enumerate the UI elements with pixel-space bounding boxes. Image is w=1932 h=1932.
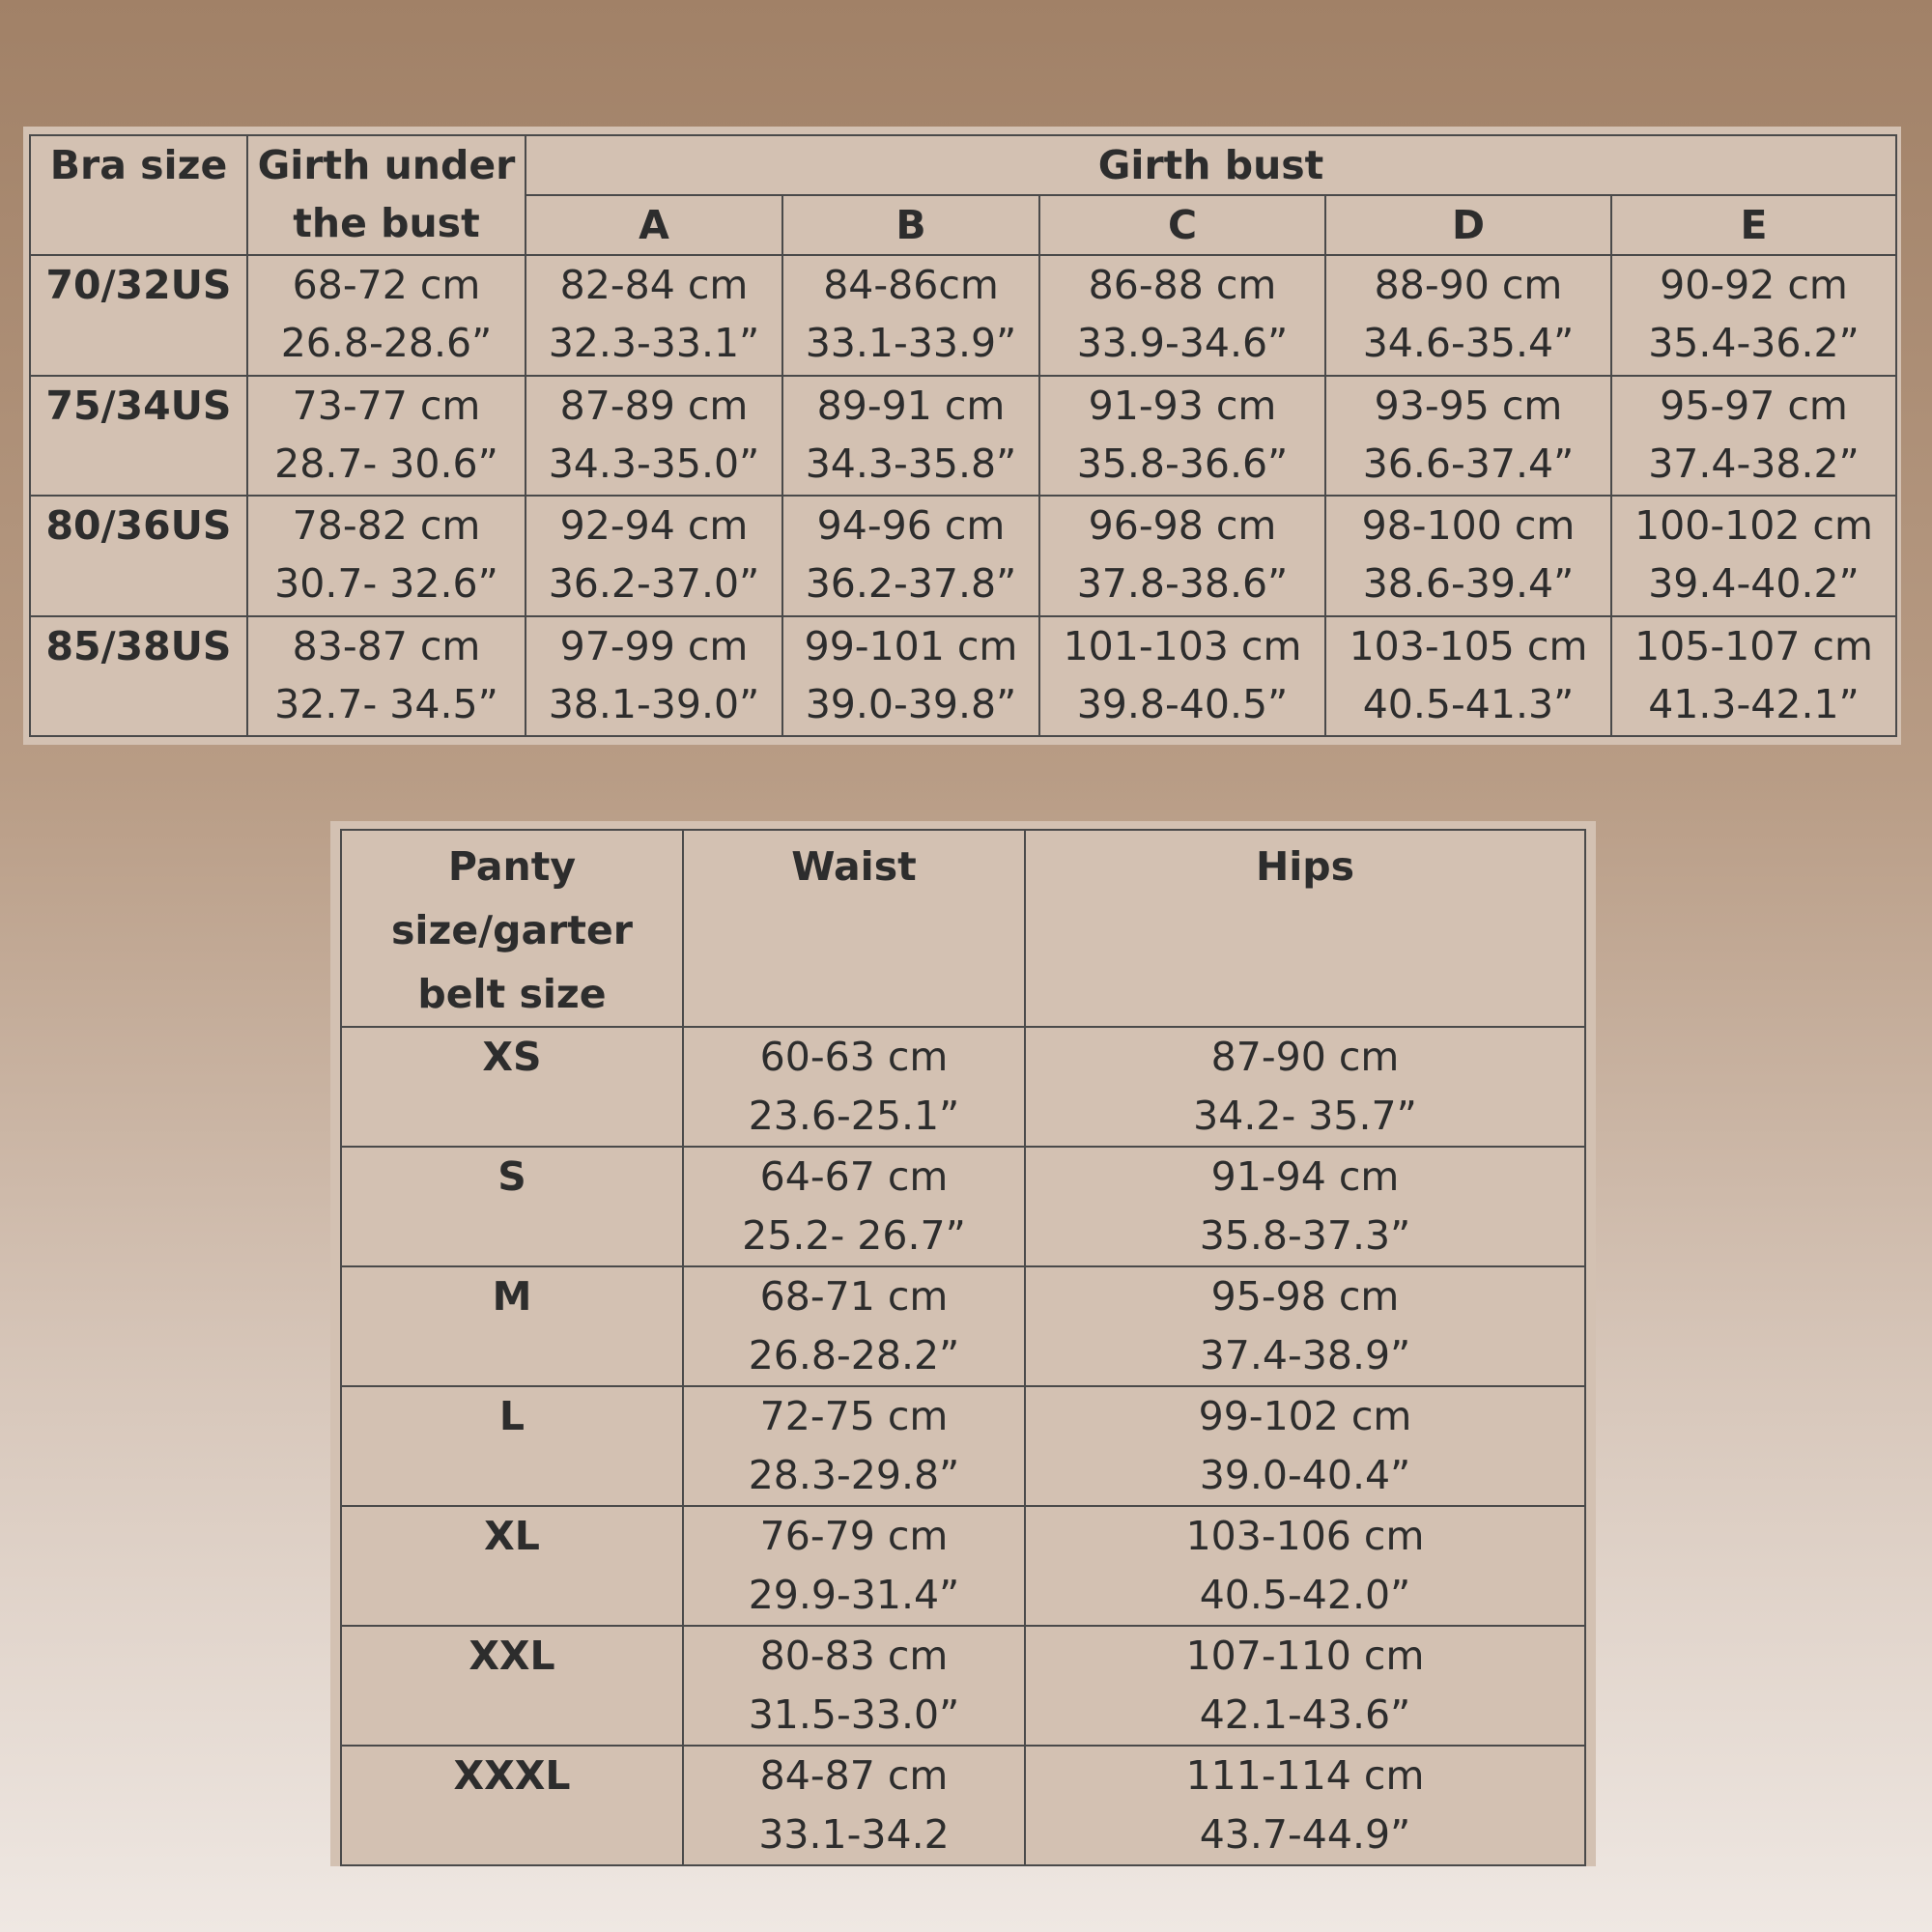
bra-size-header: Bra size: [30, 135, 247, 255]
measurement-inches: 43.7-44.9”: [1199, 1811, 1411, 1858]
waist-cell: [683, 1386, 1025, 1506]
bra-size-cell: [30, 255, 247, 376]
hips-cell: [1025, 1266, 1585, 1386]
measurement-cm: 89-91 cm: [816, 382, 1006, 429]
measurement-cm: 87-90 cm: [1210, 1034, 1400, 1080]
measurement-cm: 97-99 cm: [559, 622, 749, 669]
measurement-inches: 36.2-37.8”: [805, 560, 1017, 607]
measurement-cm: 107-110 cm: [1185, 1633, 1425, 1679]
hips-cell: [1025, 1027, 1585, 1147]
girth-bust-cell: [526, 255, 782, 376]
cup-header-a: [526, 195, 782, 255]
girth-bust-cell: [1325, 496, 1611, 616]
measurement-cm: 64-67 cm: [759, 1153, 949, 1200]
waist-cell: [683, 1027, 1025, 1147]
measurement-cm: 60-63 cm: [759, 1034, 949, 1080]
panty-size-header: Panty size/garter belt size: [341, 830, 683, 1027]
girth-bust-cell: [526, 376, 782, 497]
waist-header: Waist: [683, 830, 1025, 1027]
girth-under-bust-cell: [247, 496, 526, 616]
panty-size-label: M: [492, 1273, 532, 1320]
measurement-inches: 34.3-35.0”: [548, 440, 760, 487]
panty-size-cell: [341, 1266, 683, 1386]
measurement-cm: 90-92 cm: [1660, 262, 1848, 308]
measurement-inches: 30.7- 32.6”: [274, 560, 498, 607]
measurement-cm: 87-89 cm: [559, 382, 749, 429]
panty-size-cell: [341, 1147, 683, 1266]
girth-bust-cell: [1611, 255, 1896, 376]
measurement-cm: 98-100 cm: [1361, 502, 1576, 549]
bra-table-row: [30, 376, 1896, 497]
girth-bust-cell: [782, 496, 1039, 616]
cup-header-c: [1039, 195, 1325, 255]
bra-size-label: 80/36US: [45, 502, 232, 549]
girth-bust-cell: [1325, 255, 1611, 376]
girth-bust-cell: [782, 616, 1039, 737]
waist-cell: [683, 1266, 1025, 1386]
panty-size-cell: [341, 1386, 683, 1506]
girth-bust-cell: [1325, 616, 1611, 737]
measurement-inches: 37.4-38.9”: [1199, 1332, 1411, 1378]
panty-table-row: [341, 1027, 1585, 1147]
hips-cell: [1025, 1386, 1585, 1506]
measurement-inches: 33.1-34.2: [758, 1811, 950, 1858]
measurement-inches: 38.1-39.0”: [548, 680, 760, 727]
girth-bust-cell: [526, 616, 782, 737]
measurement-inches: 25.2- 26.7”: [742, 1212, 966, 1259]
girth-bust-cell: [526, 496, 782, 616]
bra-size-cell: [30, 496, 247, 616]
panty-table-row: [341, 1746, 1585, 1865]
bra-size-label: 70/32US: [45, 262, 232, 308]
girth-under-bust-header: Girth under the bust: [247, 135, 526, 255]
panty-size-table: [340, 829, 1586, 1866]
hips-cell: [1025, 1626, 1585, 1746]
measurement-cm: 84-86cm: [823, 262, 999, 308]
panty-size-label: XXL: [469, 1633, 555, 1679]
measurement-inches: 39.0-39.8”: [805, 680, 1017, 727]
measurement-cm: 91-94 cm: [1210, 1153, 1400, 1200]
measurement-inches: 26.8-28.2”: [748, 1332, 960, 1378]
measurement-inches: 36.2-37.0”: [548, 560, 760, 607]
girth-bust-cell: [782, 255, 1039, 376]
measurement-inches: 33.9-34.6”: [1076, 320, 1289, 366]
panty-size-label: XS: [482, 1034, 542, 1080]
girth-bust-header: Girth bust: [526, 135, 1896, 195]
measurement-cm: 84-87 cm: [759, 1752, 949, 1799]
waist-cell: [683, 1626, 1025, 1746]
measurement-cm: 103-105 cm: [1349, 622, 1588, 669]
panty-table-row: [341, 1386, 1585, 1506]
hips-cell: [1025, 1506, 1585, 1626]
panty-table-row: [341, 1266, 1585, 1386]
measurement-cm: 105-107 cm: [1634, 622, 1873, 669]
waist-cell: [683, 1147, 1025, 1266]
cup-header-d: [1325, 195, 1611, 255]
cup-label: B: [895, 202, 926, 248]
panty-table-row: [341, 1626, 1585, 1746]
measurement-cm: 95-97 cm: [1660, 382, 1848, 429]
waist-cell: [683, 1746, 1025, 1865]
girth-under-bust-cell: [247, 376, 526, 497]
measurement-inches: 35.8-36.6”: [1076, 440, 1289, 487]
measurement-cm: 99-101 cm: [804, 622, 1018, 669]
measurement-cm: 94-96 cm: [816, 502, 1006, 549]
panty-size-chart-panel: [330, 821, 1596, 1866]
measurement-inches: 23.6-25.1”: [748, 1093, 960, 1139]
bra-table-row: [30, 496, 1896, 616]
measurement-inches: 39.8-40.5”: [1076, 680, 1289, 727]
hips-cell: [1025, 1746, 1585, 1865]
measurement-cm: 101-103 cm: [1063, 622, 1302, 669]
measurement-cm: 76-79 cm: [759, 1513, 949, 1559]
measurement-cm: 86-88 cm: [1088, 262, 1277, 308]
girth-bust-cell: [1611, 496, 1896, 616]
measurement-cm: 72-75 cm: [759, 1393, 949, 1439]
measurement-inches: 26.8-28.6”: [280, 320, 493, 366]
girth-bust-cell: [1039, 255, 1325, 376]
measurement-cm: 95-98 cm: [1210, 1273, 1400, 1320]
measurement-cm: 93-95 cm: [1374, 382, 1563, 429]
measurement-inches: 40.5-42.0”: [1199, 1572, 1411, 1618]
cup-label: C: [1167, 202, 1198, 248]
bra-size-cell: [30, 376, 247, 497]
measurement-inches: 40.5-41.3”: [1362, 680, 1575, 727]
measurement-inches: 34.3-35.8”: [805, 440, 1017, 487]
measurement-inches: 34.6-35.4”: [1362, 320, 1575, 366]
measurement-inches: 32.3-33.1”: [548, 320, 760, 366]
bra-size-chart-panel: [23, 127, 1901, 745]
bra-size-table: [29, 134, 1897, 737]
panty-size-label: S: [497, 1153, 526, 1200]
measurement-inches: 29.9-31.4”: [748, 1572, 960, 1618]
measurement-inches: 35.8-37.3”: [1199, 1212, 1411, 1259]
waist-cell: [683, 1506, 1025, 1626]
girth-bust-cell: [1325, 376, 1611, 497]
girth-bust-cell: [1039, 496, 1325, 616]
measurement-inches: 37.8-38.6”: [1076, 560, 1289, 607]
measurement-inches: 35.4-36.2”: [1648, 320, 1860, 366]
measurement-inches: 32.7- 34.5”: [274, 680, 498, 727]
measurement-inches: 37.4-38.2”: [1648, 440, 1860, 487]
panty-size-label: XXXL: [453, 1752, 571, 1799]
girth-under-bust-cell: [247, 255, 526, 376]
measurement-inches: 31.5-33.0”: [748, 1691, 960, 1738]
measurement-cm: 82-84 cm: [559, 262, 749, 308]
cup-label: E: [1740, 202, 1768, 248]
measurement-cm: 68-71 cm: [759, 1273, 949, 1320]
measurement-inches: 39.4-40.2”: [1648, 560, 1860, 607]
cup-label: A: [639, 202, 669, 248]
girth-bust-cell: [1611, 376, 1896, 497]
measurement-cm: 78-82 cm: [292, 502, 481, 549]
girth-bust-cell: [1611, 616, 1896, 737]
measurement-cm: 96-98 cm: [1088, 502, 1277, 549]
bra-size-cell: [30, 616, 247, 737]
measurement-cm: 92-94 cm: [559, 502, 749, 549]
measurement-cm: 99-102 cm: [1198, 1393, 1412, 1439]
bra-table-row: [30, 616, 1896, 737]
measurement-inches: 42.1-43.6”: [1199, 1691, 1411, 1738]
girth-under-bust-cell: [247, 616, 526, 737]
measurement-inches: 41.3-42.1”: [1648, 680, 1860, 727]
hips-header: Hips: [1025, 830, 1585, 1027]
measurement-cm: 91-93 cm: [1088, 382, 1277, 429]
panty-size-label: XL: [484, 1513, 540, 1559]
measurement-cm: 73-77 cm: [292, 382, 481, 429]
girth-bust-cell: [1039, 376, 1325, 497]
measurement-cm: 100-102 cm: [1634, 502, 1873, 549]
measurement-inches: 39.0-40.4”: [1199, 1452, 1411, 1498]
cup-header-e: [1611, 195, 1896, 255]
measurement-inches: 33.1-33.9”: [805, 320, 1017, 366]
panty-table-row: [341, 1506, 1585, 1626]
measurement-cm: 103-106 cm: [1185, 1513, 1425, 1559]
measurement-inches: 28.7- 30.6”: [274, 440, 498, 487]
measurement-cm: 83-87 cm: [292, 622, 481, 669]
girth-bust-cell: [782, 376, 1039, 497]
panty-size-cell: [341, 1746, 683, 1865]
panty-size-cell: [341, 1027, 683, 1147]
measurement-inches: 28.3-29.8”: [748, 1452, 960, 1498]
measurement-inches: 36.6-37.4”: [1362, 440, 1575, 487]
measurement-cm: 80-83 cm: [759, 1633, 949, 1679]
panty-size-label: L: [498, 1393, 526, 1439]
measurement-cm: 68-72 cm: [292, 262, 481, 308]
cup-label: D: [1451, 202, 1486, 248]
bra-table-row: [30, 255, 1896, 376]
panty-size-cell: [341, 1626, 683, 1746]
measurement-inches: 34.2- 35.7”: [1193, 1093, 1417, 1139]
bra-size-label: 85/38US: [45, 622, 232, 669]
girth-bust-cell: [1039, 616, 1325, 737]
measurement-inches: 38.6-39.4”: [1362, 560, 1575, 607]
cup-header-b: [782, 195, 1039, 255]
panty-size-cell: [341, 1506, 683, 1626]
hips-cell: [1025, 1147, 1585, 1266]
bra-size-label: 75/34US: [45, 382, 232, 429]
panty-table-row: [341, 1147, 1585, 1266]
measurement-cm: 111-114 cm: [1185, 1752, 1425, 1799]
measurement-cm: 88-90 cm: [1374, 262, 1563, 308]
